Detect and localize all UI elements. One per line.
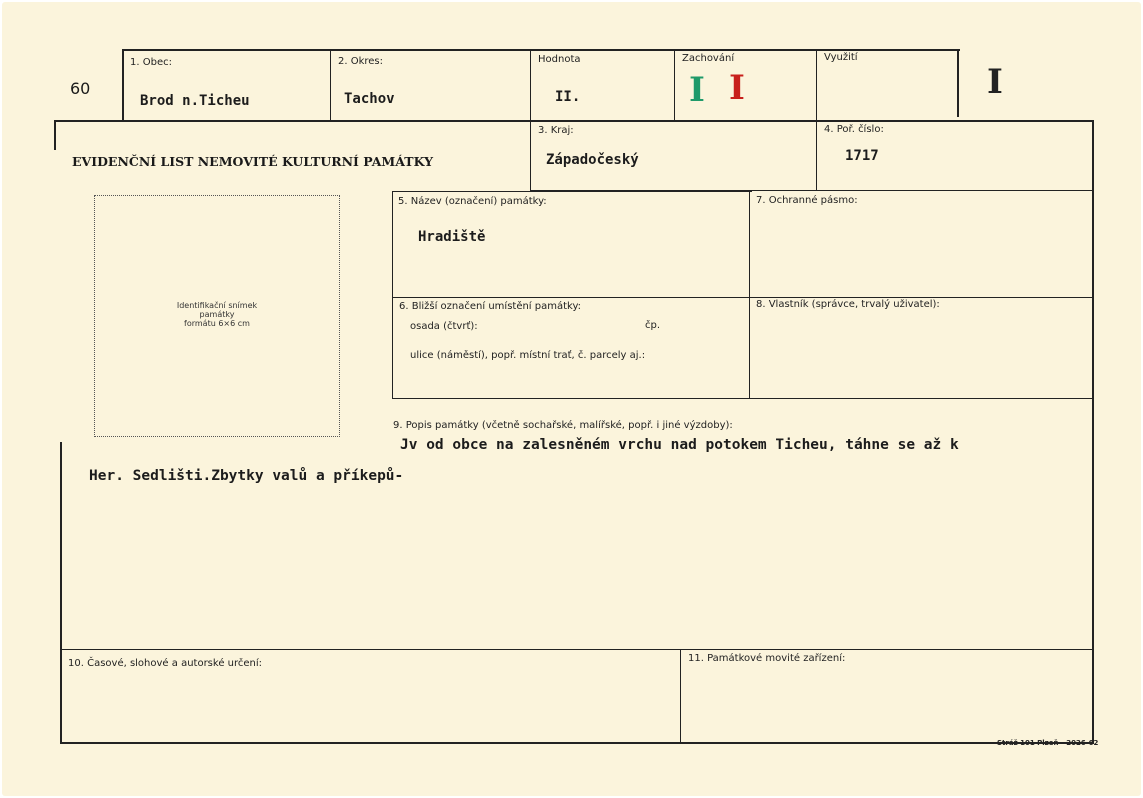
card-number: 60 bbox=[70, 79, 91, 98]
field6-bottom bbox=[392, 398, 1092, 399]
popis-line-2: Her. Sedlišti.Zbytky valů a příkepů- bbox=[89, 468, 404, 484]
popis-line-1: Jv od obce na zalesněném vrchu nad potokem Ticheu, táhne se až k bbox=[400, 437, 959, 453]
por-cislo-label: 4. Poř. číslo: bbox=[824, 124, 884, 135]
osada-label: osada (čtvrť): bbox=[410, 321, 478, 332]
obec-value: Brod n.Ticheu bbox=[140, 93, 250, 109]
kraj-label: 3. Kraj: bbox=[538, 125, 574, 136]
col-divider-1 bbox=[122, 49, 124, 122]
frame-left-lower bbox=[60, 442, 62, 744]
ochranne-pasmo-label: 7. Ochranné pásmo: bbox=[756, 195, 858, 206]
obec-label: 1. Obec: bbox=[130, 57, 172, 68]
okres-value: Tachov bbox=[344, 91, 395, 107]
hodnota-label: Hodnota bbox=[538, 54, 581, 65]
casove-urceni-label: 10. Časové, slohové a autorské určení: bbox=[68, 658, 263, 669]
hodnota-value: II. bbox=[555, 89, 581, 105]
col-divider-4 bbox=[674, 49, 675, 121]
por-cislo-value: 1717 bbox=[845, 148, 879, 164]
top-border bbox=[122, 49, 960, 51]
field5-left bbox=[392, 191, 393, 399]
okres-label: 2. Okres: bbox=[338, 56, 384, 67]
ulice-label: ulice (náměstí), popř. místní trať, č. parcely aj.: bbox=[410, 350, 646, 361]
zachovani-mark-red: I bbox=[729, 68, 745, 108]
col-divider-2 bbox=[330, 49, 331, 122]
record-card bbox=[2, 2, 1141, 796]
zachovani-label: Zachování bbox=[682, 53, 735, 64]
popis-label: 9. Popis památky (včetně sochařské, malířské, popř. i jiné výzdoby): bbox=[393, 420, 733, 431]
nazev-value: Hradiště bbox=[418, 229, 486, 245]
frame-bottom bbox=[60, 742, 1094, 744]
card-title: EVIDENČNÍ LIST NEMOVITÉ KULTURNÍ PAMÁTKY bbox=[72, 154, 434, 169]
handwritten-mark: I bbox=[987, 62, 1003, 102]
zachovani-mark-green: I bbox=[689, 70, 705, 110]
field5-7-divider bbox=[749, 191, 750, 399]
frame-left bbox=[54, 120, 56, 150]
field10-top bbox=[60, 649, 1094, 650]
field5-top bbox=[392, 191, 752, 192]
kraj-value: Západočeský bbox=[546, 152, 639, 168]
vlastnik-label: 8. Vlastník (správce, trvalý uživatel): bbox=[756, 299, 940, 310]
printer-footer: Stráž 101 Plzeň - 2026-62 bbox=[997, 739, 1099, 747]
nazev-label: 5. Název (označení) památky: bbox=[398, 196, 547, 207]
movite-zarizeni-label: 11. Památkové movité zařízení: bbox=[688, 653, 846, 664]
field5-bottom bbox=[392, 297, 1092, 298]
photo-placeholder bbox=[94, 195, 340, 437]
frame-top bbox=[54, 120, 1094, 122]
vyuziti-label: Využití bbox=[824, 52, 858, 63]
field10-11-divider bbox=[680, 649, 681, 743]
photo-caption: Identifikační snímek památky formátu 6×6 cm bbox=[176, 301, 258, 328]
umisteni-label: 6. Bližší označení umístění památky: bbox=[399, 301, 582, 312]
col-divider-6 bbox=[957, 49, 959, 117]
cp-label: čp. bbox=[645, 320, 661, 331]
